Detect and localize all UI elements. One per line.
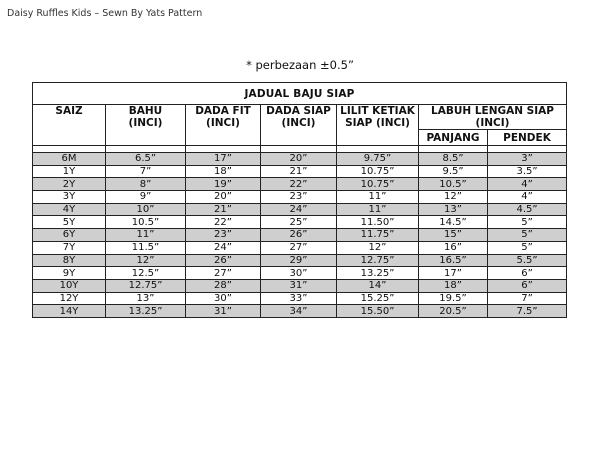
cell: 9.5” <box>419 165 488 178</box>
cell: 17” <box>186 153 261 166</box>
document-header: Daisy Ruffles Kids – Sewn By Yats Pattern <box>7 8 203 19</box>
cell: 31” <box>186 305 261 318</box>
cell: 11.50” <box>337 216 419 229</box>
cell: 4.5” <box>488 203 567 216</box>
spacer-cell <box>419 146 488 153</box>
cell: 8.5” <box>419 153 488 166</box>
table-row <box>33 305 567 318</box>
cell: 12” <box>419 191 488 204</box>
tolerance-note: * perbezaan ±0.5” <box>246 58 354 72</box>
table-row <box>33 267 567 280</box>
cell: 12” <box>106 254 186 267</box>
cell: 30” <box>261 267 337 280</box>
spacer-cell <box>337 146 419 153</box>
cell: 16” <box>419 241 488 254</box>
table-row <box>33 279 567 292</box>
cell: 12.5” <box>106 267 186 280</box>
cell: 26” <box>186 254 261 267</box>
cell: 12Y <box>33 292 106 305</box>
cell: 34” <box>261 305 337 318</box>
col-header-dada-fit: DADA FIT (INCI) <box>186 105 261 146</box>
cell: 25” <box>261 216 337 229</box>
cell: 17” <box>419 267 488 280</box>
spacer-cell <box>261 146 337 153</box>
spacer-cell <box>106 146 186 153</box>
cell: 18” <box>186 165 261 178</box>
size-rows <box>33 153 567 318</box>
cell: 24” <box>261 203 337 216</box>
cell: 11” <box>337 191 419 204</box>
cell: 20” <box>261 153 337 166</box>
cell: 6” <box>488 267 567 280</box>
cell: 13” <box>419 203 488 216</box>
cell: 12.75” <box>106 279 186 292</box>
cell: 19” <box>186 178 261 191</box>
cell: 27” <box>261 241 337 254</box>
table-title: JADUAL BAJU SIAP <box>33 83 567 105</box>
col-header-panjang: PANJANG <box>419 130 488 146</box>
cell: 10.5” <box>419 178 488 191</box>
cell: 6Y <box>33 229 106 242</box>
col-header-lilit-ketiak: LILIT KETIAK SIAP (INCI) <box>337 105 419 146</box>
col-header-dada-siap: DADA SIAP (INCI) <box>261 105 337 146</box>
cell: 19.5” <box>419 292 488 305</box>
cell: 14” <box>337 279 419 292</box>
cell: 5.5” <box>488 254 567 267</box>
cell: 10.5” <box>106 216 186 229</box>
spacer-cell <box>488 146 567 153</box>
cell: 10” <box>106 203 186 216</box>
cell: 5Y <box>33 216 106 229</box>
cell: 14.5” <box>419 216 488 229</box>
cell: 5” <box>488 241 567 254</box>
cell: 11.75” <box>337 229 419 242</box>
spacer-cell <box>186 146 261 153</box>
spacer-cell <box>33 146 106 153</box>
col-header-pendek: PENDEK <box>488 130 567 146</box>
cell: 15.25” <box>337 292 419 305</box>
cell: 5” <box>488 216 567 229</box>
cell: 1Y <box>33 165 106 178</box>
cell: 20” <box>186 191 261 204</box>
col-header-labuh-lengan: LABUH LENGAN SIAP (INCI) <box>419 105 567 130</box>
table-row <box>33 203 567 216</box>
table-row <box>33 153 567 166</box>
cell: 13” <box>106 292 186 305</box>
cell: 7” <box>106 165 186 178</box>
cell: 21” <box>261 165 337 178</box>
table-row <box>33 241 567 254</box>
cell: 9” <box>106 191 186 204</box>
table-row <box>33 216 567 229</box>
cell: 20.5” <box>419 305 488 318</box>
cell: 7” <box>488 292 567 305</box>
cell: 9Y <box>33 267 106 280</box>
cell: 23” <box>261 191 337 204</box>
cell: 8Y <box>33 254 106 267</box>
cell: 8” <box>106 178 186 191</box>
cell: 3.5” <box>488 165 567 178</box>
cell: 13.25” <box>106 305 186 318</box>
cell: 26” <box>261 229 337 242</box>
table-row <box>33 191 567 204</box>
cell: 10.75” <box>337 165 419 178</box>
cell: 21” <box>186 203 261 216</box>
cell: 23” <box>186 229 261 242</box>
cell: 33” <box>261 292 337 305</box>
table-row <box>33 178 567 191</box>
cell: 12” <box>337 241 419 254</box>
cell: 28” <box>186 279 261 292</box>
size-chart-table <box>32 82 567 318</box>
cell: 6.5” <box>106 153 186 166</box>
cell: 4” <box>488 178 567 191</box>
cell: 29” <box>261 254 337 267</box>
cell: 15.50” <box>337 305 419 318</box>
cell: 11.5” <box>106 241 186 254</box>
cell: 22” <box>186 216 261 229</box>
table-row <box>33 165 567 178</box>
cell: 4” <box>488 191 567 204</box>
cell: 5” <box>488 229 567 242</box>
cell: 3Y <box>33 191 106 204</box>
cell: 11” <box>106 229 186 242</box>
cell: 18” <box>419 279 488 292</box>
cell: 10Y <box>33 279 106 292</box>
cell: 10.75” <box>337 178 419 191</box>
table-row <box>33 292 567 305</box>
cell: 11” <box>337 203 419 216</box>
col-header-saiz: SAIZ <box>33 105 106 146</box>
table-row <box>33 229 567 242</box>
cell: 22” <box>261 178 337 191</box>
cell: 4Y <box>33 203 106 216</box>
cell: 30” <box>186 292 261 305</box>
cell: 6M <box>33 153 106 166</box>
cell: 31” <box>261 279 337 292</box>
cell: 13.25” <box>337 267 419 280</box>
cell: 12.75” <box>337 254 419 267</box>
cell: 9.75” <box>337 153 419 166</box>
cell: 24” <box>186 241 261 254</box>
cell: 7.5” <box>488 305 567 318</box>
cell: 3” <box>488 153 567 166</box>
cell: 14Y <box>33 305 106 318</box>
cell: 27” <box>186 267 261 280</box>
cell: 16.5” <box>419 254 488 267</box>
cell: 7Y <box>33 241 106 254</box>
table-row <box>33 254 567 267</box>
cell: 6” <box>488 279 567 292</box>
cell: 2Y <box>33 178 106 191</box>
col-header-bahu: BAHU (INCI) <box>106 105 186 146</box>
cell: 15” <box>419 229 488 242</box>
